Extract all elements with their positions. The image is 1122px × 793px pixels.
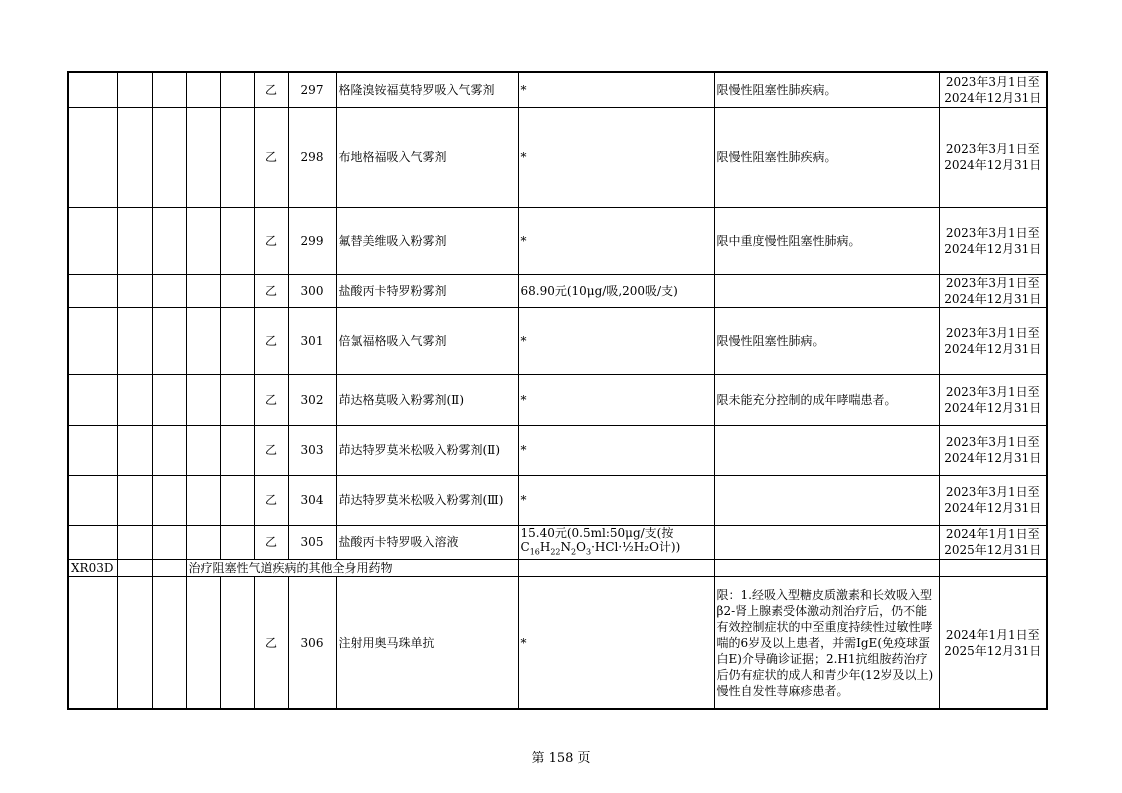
page-number: 第 158 页	[531, 751, 591, 766]
date-cell	[939, 576, 1047, 709]
price-cell: *	[518, 374, 714, 425]
number-cell: 298	[288, 107, 336, 207]
section-code: XR03D	[68, 559, 117, 576]
date-end: 2024年12月31日	[944, 451, 1042, 465]
number-cell: 306	[288, 576, 336, 709]
number-cell: 303	[288, 425, 336, 475]
drug-name-cell: 倍氯福格吸入气雾剂	[336, 307, 518, 374]
date-start: 2023年3月1日至	[945, 275, 1040, 290]
date-start: 2023年3月1日至	[945, 435, 1040, 449]
number-cell: 304	[288, 475, 336, 525]
price-cell: *	[518, 576, 714, 709]
date-start: 2024年1月1日至	[945, 627, 1040, 642]
date-cell	[939, 374, 1047, 425]
number-cell: 305	[288, 525, 336, 559]
table-row	[68, 107, 1047, 207]
date-cell	[939, 525, 1047, 559]
restriction-cell: 限未能充分控制的成年哮喘患者。	[714, 374, 939, 425]
number-cell: 300	[288, 274, 336, 307]
category-cell: 乙	[254, 425, 288, 475]
restriction-cell	[714, 525, 939, 559]
restriction-cell: 限慢性阻塞性肺疾病。	[714, 72, 939, 107]
date-cell	[939, 72, 1047, 107]
category-cell: 乙	[254, 576, 288, 709]
restriction-cell: 限：1.经吸入型糖皮质激素和长效吸入型β2-肾上腺素受体激动剂治疗后，仍不能有效控制症状的中至重度持续性过敏性哮喘的6岁及以上患者，并需IgE(免疫球蛋白E)介导确诊证据；2.H1抗组胺药治疗后仍有症状的成人和青少年(12岁及以上)慢性自发性荨麻疹患者。	[714, 576, 939, 709]
category-cell: 乙	[254, 107, 288, 207]
price-cell: *	[518, 207, 714, 274]
price-cell	[518, 525, 714, 559]
formula-sub: 16	[529, 546, 540, 556]
price-cell: *	[518, 72, 714, 107]
drug-table	[67, 71, 1048, 710]
formula-sub: 3	[585, 546, 592, 556]
table-row	[68, 374, 1047, 425]
date-start: 2023年3月1日至	[945, 74, 1040, 89]
formula-part: C	[520, 539, 530, 554]
drug-name-cell: 布地格福吸入气雾剂	[336, 107, 518, 207]
table-row	[68, 274, 1047, 307]
date-start: 2023年3月1日至	[945, 384, 1040, 399]
date-start: 2023年3月1日至	[945, 142, 1040, 156]
formula-part: N	[560, 539, 572, 554]
price-cell: *	[518, 475, 714, 525]
table-row	[68, 307, 1047, 374]
drug-name-cell: 氟替美维吸入粉雾剂	[336, 207, 518, 274]
table-row	[68, 576, 1047, 709]
category-cell: 乙	[254, 207, 288, 274]
date-end: 2024年12月31日	[944, 241, 1042, 256]
restriction-cell	[714, 274, 939, 307]
date-start: 2023年3月1日至	[945, 485, 1040, 499]
date-cell	[939, 107, 1047, 207]
date-end: 2024年12月31日	[944, 90, 1042, 105]
date-end: 2024年12月31日	[944, 341, 1042, 356]
drug-name-cell: 盐酸丙卡特罗粉雾剂	[336, 274, 518, 307]
date-end: 2024年12月31日	[944, 158, 1042, 172]
formula-part: H	[539, 539, 551, 554]
formula-part: ·HCl·½H₂O计))	[591, 539, 681, 554]
price-line1: 15.40元(0.5ml:50μg/支(按	[520, 525, 674, 540]
date-end: 2024年12月31日	[944, 400, 1042, 415]
table-row	[68, 72, 1047, 107]
category-cell: 乙	[254, 72, 288, 107]
section-row	[68, 559, 1047, 576]
formula-sub: 22	[550, 546, 561, 556]
date-cell	[939, 207, 1047, 274]
table-row	[68, 207, 1047, 274]
restriction-cell: 限中重度慢性阻塞性肺病。	[714, 207, 939, 274]
date-end: 2024年12月31日	[944, 291, 1042, 306]
drug-name-cell: 茚达格莫吸入粉雾剂(Ⅱ)	[336, 374, 518, 425]
restriction-cell	[714, 475, 939, 525]
restriction-cell	[714, 425, 939, 475]
section-title: 治疗阻塞性气道疾病的其他全身用药物	[186, 559, 518, 576]
table-row	[68, 425, 1047, 475]
formula-part: O	[576, 539, 586, 554]
date-end: 2024年12月31日	[944, 501, 1042, 515]
table-row	[68, 475, 1047, 525]
date-cell	[939, 274, 1047, 307]
date-end: 2025年12月31日	[944, 543, 1042, 558]
formula-sub: 2	[571, 546, 577, 556]
number-cell: 301	[288, 307, 336, 374]
date-start: 2023年3月1日至	[945, 225, 1040, 240]
category-cell: 乙	[254, 525, 288, 559]
date-start: 2023年3月1日至	[945, 325, 1040, 340]
number-cell: 299	[288, 207, 336, 274]
price-formula	[521, 540, 681, 554]
price-cell: 68.90元(10μg/吸,200吸/支)	[518, 274, 714, 307]
category-cell: 乙	[254, 307, 288, 374]
drug-name-cell: 盐酸丙卡特罗吸入溶液	[336, 525, 518, 559]
category-cell: 乙	[254, 475, 288, 525]
number-cell: 297	[288, 72, 336, 107]
date-end: 2025年12月31日	[944, 643, 1042, 658]
price-cell: *	[518, 307, 714, 374]
drug-name-cell: 茚达特罗莫米松吸入粉雾剂(Ⅲ)	[336, 475, 518, 525]
table-row	[68, 525, 1047, 559]
date-cell	[939, 475, 1047, 525]
drug-name-cell: 注射用奥马珠单抗	[336, 576, 518, 709]
price-cell: *	[518, 107, 714, 207]
category-cell: 乙	[254, 274, 288, 307]
price-cell: *	[518, 425, 714, 475]
drug-name-cell: 茚达特罗莫米松吸入粉雾剂(Ⅱ)	[336, 425, 518, 475]
restriction-cell: 限慢性阻塞性肺病。	[714, 307, 939, 374]
number-cell: 302	[288, 374, 336, 425]
date-start: 2024年1月1日至	[945, 527, 1040, 542]
date-cell	[939, 425, 1047, 475]
category-cell: 乙	[254, 374, 288, 425]
restriction-cell: 限慢性阻塞性肺疾病。	[714, 107, 939, 207]
drug-name-cell: 格隆溴铵福莫特罗吸入气雾剂	[336, 72, 518, 107]
date-cell	[939, 307, 1047, 374]
